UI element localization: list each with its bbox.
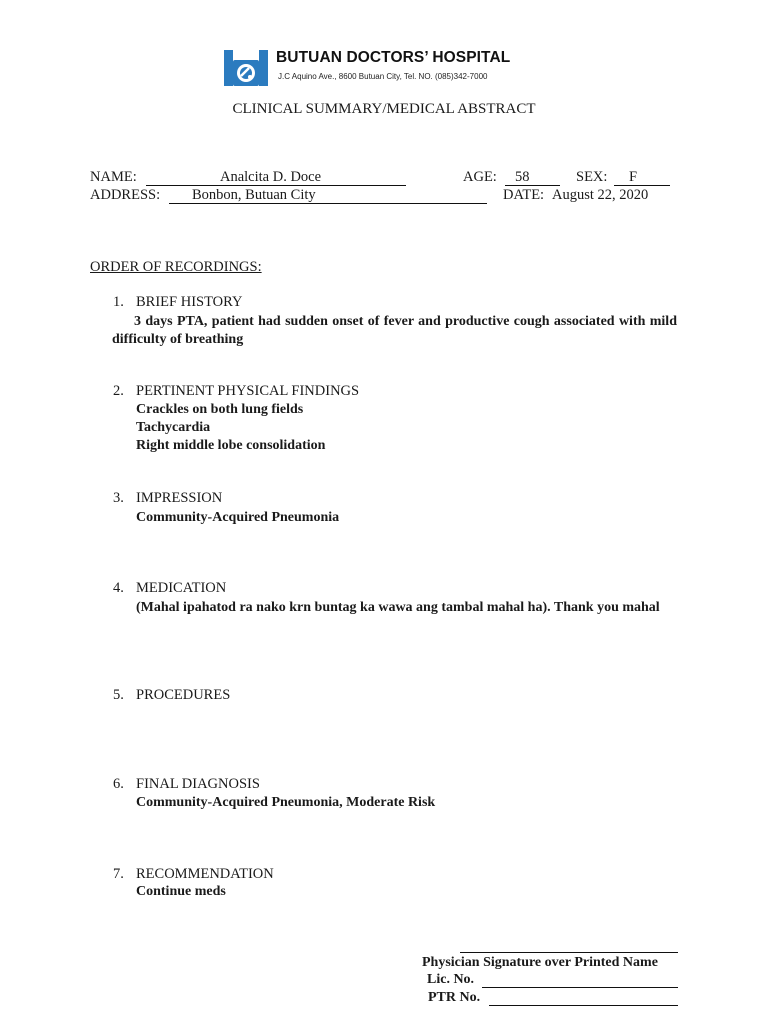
- age-underline: [505, 169, 560, 186]
- order-heading: ORDER OF RECORDINGS:: [90, 259, 262, 275]
- sex-value: F: [629, 169, 638, 185]
- section-number: 5.: [113, 687, 124, 703]
- address-label: ADDRESS:: [90, 187, 161, 203]
- age-value: 58: [515, 169, 530, 185]
- signature-caption: Physician Signature over Printed Name: [422, 955, 658, 970]
- section-title-procedures: PROCEDURES: [136, 687, 231, 703]
- section-number: 2.: [113, 383, 124, 399]
- date-value: August 22, 2020: [552, 187, 649, 203]
- ptr-label: PTR No.: [428, 990, 481, 1005]
- sex-label: SEX:: [576, 169, 608, 185]
- ptr-line: [489, 1005, 678, 1006]
- section-title-impression: IMPRESSION: [136, 490, 223, 506]
- age-label: AGE:: [463, 169, 497, 185]
- final-diagnosis-line: Community-Acquired Pneumonia, Moderate Risk: [136, 795, 436, 810]
- hospital-address: J.C Aquino Ave., 8600 Butuan City, Tel. NO. (085)342-7000: [278, 72, 488, 81]
- section-number: 6.: [113, 776, 124, 792]
- address-value: Bonbon, Butuan City: [192, 187, 316, 203]
- recommendation-line: Continue meds: [136, 884, 226, 899]
- document-title: CLINICAL SUMMARY/MEDICAL ABSTRACT: [232, 101, 536, 117]
- section-number: 4.: [113, 580, 124, 596]
- medication-text: (Mahal ipahatod ra nako krn buntag ka wawa ang tambal mahal ha). Thank you mahal: [136, 600, 660, 615]
- section-number: 3.: [113, 490, 124, 506]
- sex-underline: [614, 169, 670, 186]
- section-title-final-diagnosis: FINAL DIAGNOSIS: [136, 776, 260, 792]
- section-title-medication: MEDICATION: [136, 580, 227, 596]
- signature-line: [460, 952, 678, 953]
- finding-line: Crackles on both lung fields: [136, 402, 304, 417]
- hospital-logo-icon: [224, 48, 268, 88]
- impression-line: Community-Acquired Pneumonia: [136, 510, 340, 525]
- license-label: Lic. No.: [427, 972, 475, 987]
- section-number: 1.: [113, 294, 124, 310]
- section-title-recommendation: RECOMMENDATION: [136, 866, 274, 882]
- finding-line: Right middle lobe consolidation: [136, 438, 326, 453]
- section-title-physical-findings: PERTINENT PHYSICAL FINDINGS: [136, 383, 360, 399]
- section-number: 7.: [113, 866, 124, 882]
- hospital-name: BUTUAN DOCTORS’ HOSPITAL: [276, 49, 511, 66]
- name-label: NAME:: [90, 169, 137, 185]
- brief-history-text: [112, 313, 677, 349]
- license-line: [482, 987, 678, 988]
- section-title-brief-history: BRIEF HISTORY: [136, 294, 243, 310]
- name-value: Analcita D. Doce: [220, 169, 322, 185]
- finding-line: Tachycardia: [136, 420, 211, 435]
- brief-history-body: 3 days PTA, patient had sudden onset of fever and productive cough associated with mild difficulty of breathing: [112, 314, 677, 347]
- date-label: DATE:: [503, 187, 545, 203]
